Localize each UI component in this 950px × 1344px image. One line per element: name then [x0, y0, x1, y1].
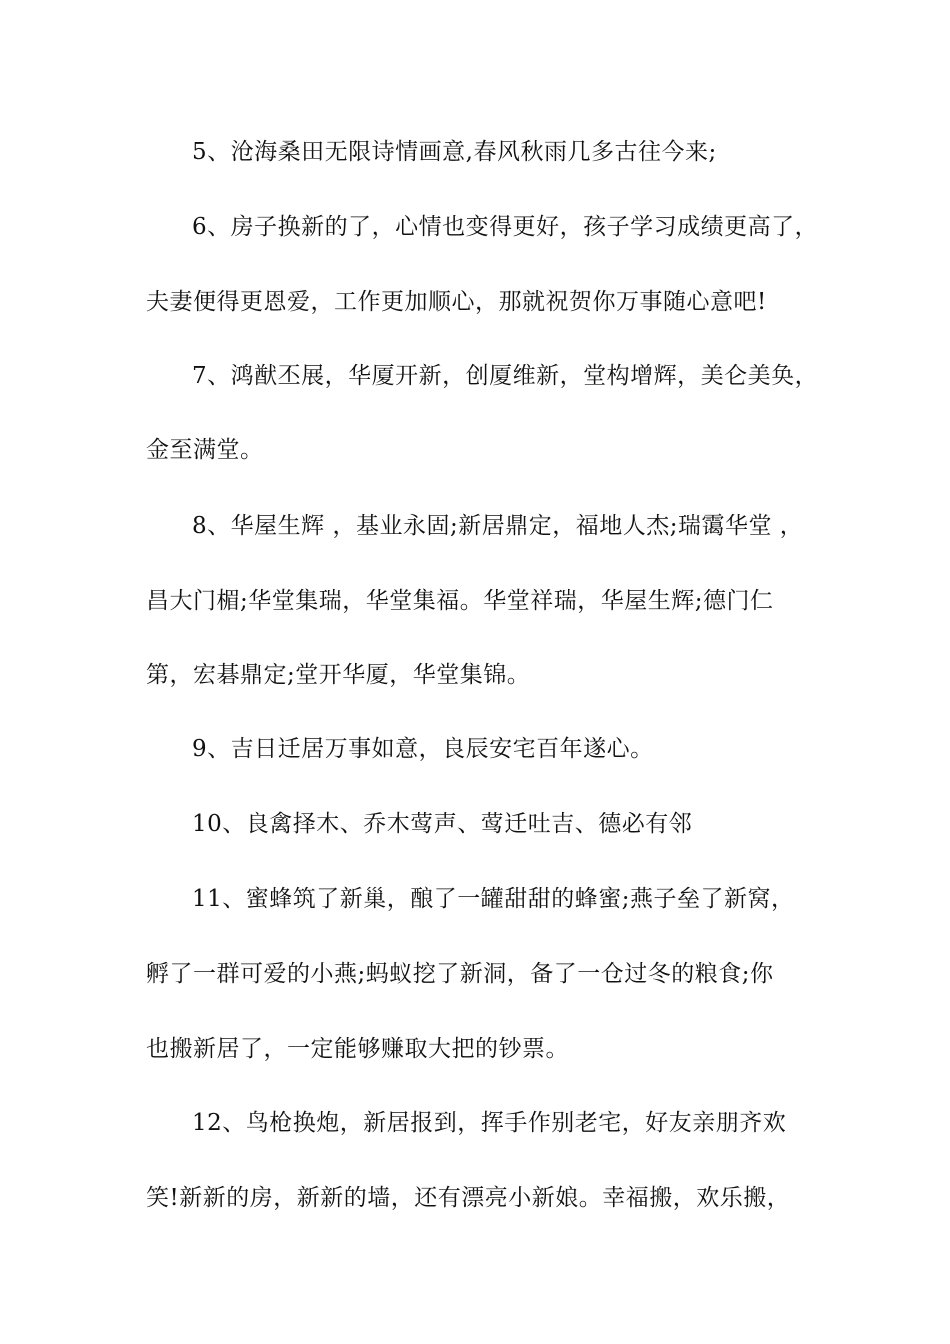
item-11-line-2: 孵了一群可爱的小燕;蚂蚁挖了新洞，备了一仓过冬的粮食;你 [146, 961, 774, 987]
item-12-line-1: 12、鸟枪换炮，新居报到，挥手作别老宅，好友亲朋齐欢 [192, 1110, 787, 1136]
item-5-line-1: 5、沧海桑田无限诗情画意,春风秋雨几多古往今来; [192, 139, 717, 165]
item-7-line-1: 7、鸿猷丕展，华厦开新，创厦维新，堂构增辉，美仑美奂， [192, 363, 819, 389]
item-9-line-1: 9、吉日迁居万事如意，良辰安宅百年遂心。 [192, 736, 654, 762]
item-8-line-3: 第，宏碁鼎定;堂开华厦，华堂集锦。 [146, 662, 531, 688]
item-11-line-3: 也搬新居了，一定能够赚取大把的钞票。 [146, 1036, 569, 1062]
item-7-line-2: 金至满堂。 [146, 437, 264, 463]
item-8-line-2: 昌大门楣;华堂集瑞，华堂集福。华堂祥瑞，华屋生辉;德门仁 [146, 588, 774, 614]
item-11-line-1: 11、蜜蜂筑了新巢，酿了一罐甜甜的蜂蜜;燕子垒了新窝， [192, 886, 795, 912]
item-12-line-2: 笑!新新的房，新新的墙，还有漂亮小新娘。幸福搬，欢乐搬， [146, 1185, 791, 1211]
item-6-line-1: 6、房子换新的了，心情也变得更好，孩子学习成绩更高了， [192, 214, 819, 240]
item-6-line-2: 夫妻便得更恩爱，工作更加顺心，那就祝贺你万事随心意吧! [146, 289, 767, 315]
item-10-line-1: 10、良禽择木、乔木莺声、莺迁吐吉、德必有邻 [192, 811, 693, 837]
item-8-line-1: 8、华屋生辉 ，基业永固;新居鼎定，福地人杰;瑞霭华堂 ， [192, 513, 804, 539]
